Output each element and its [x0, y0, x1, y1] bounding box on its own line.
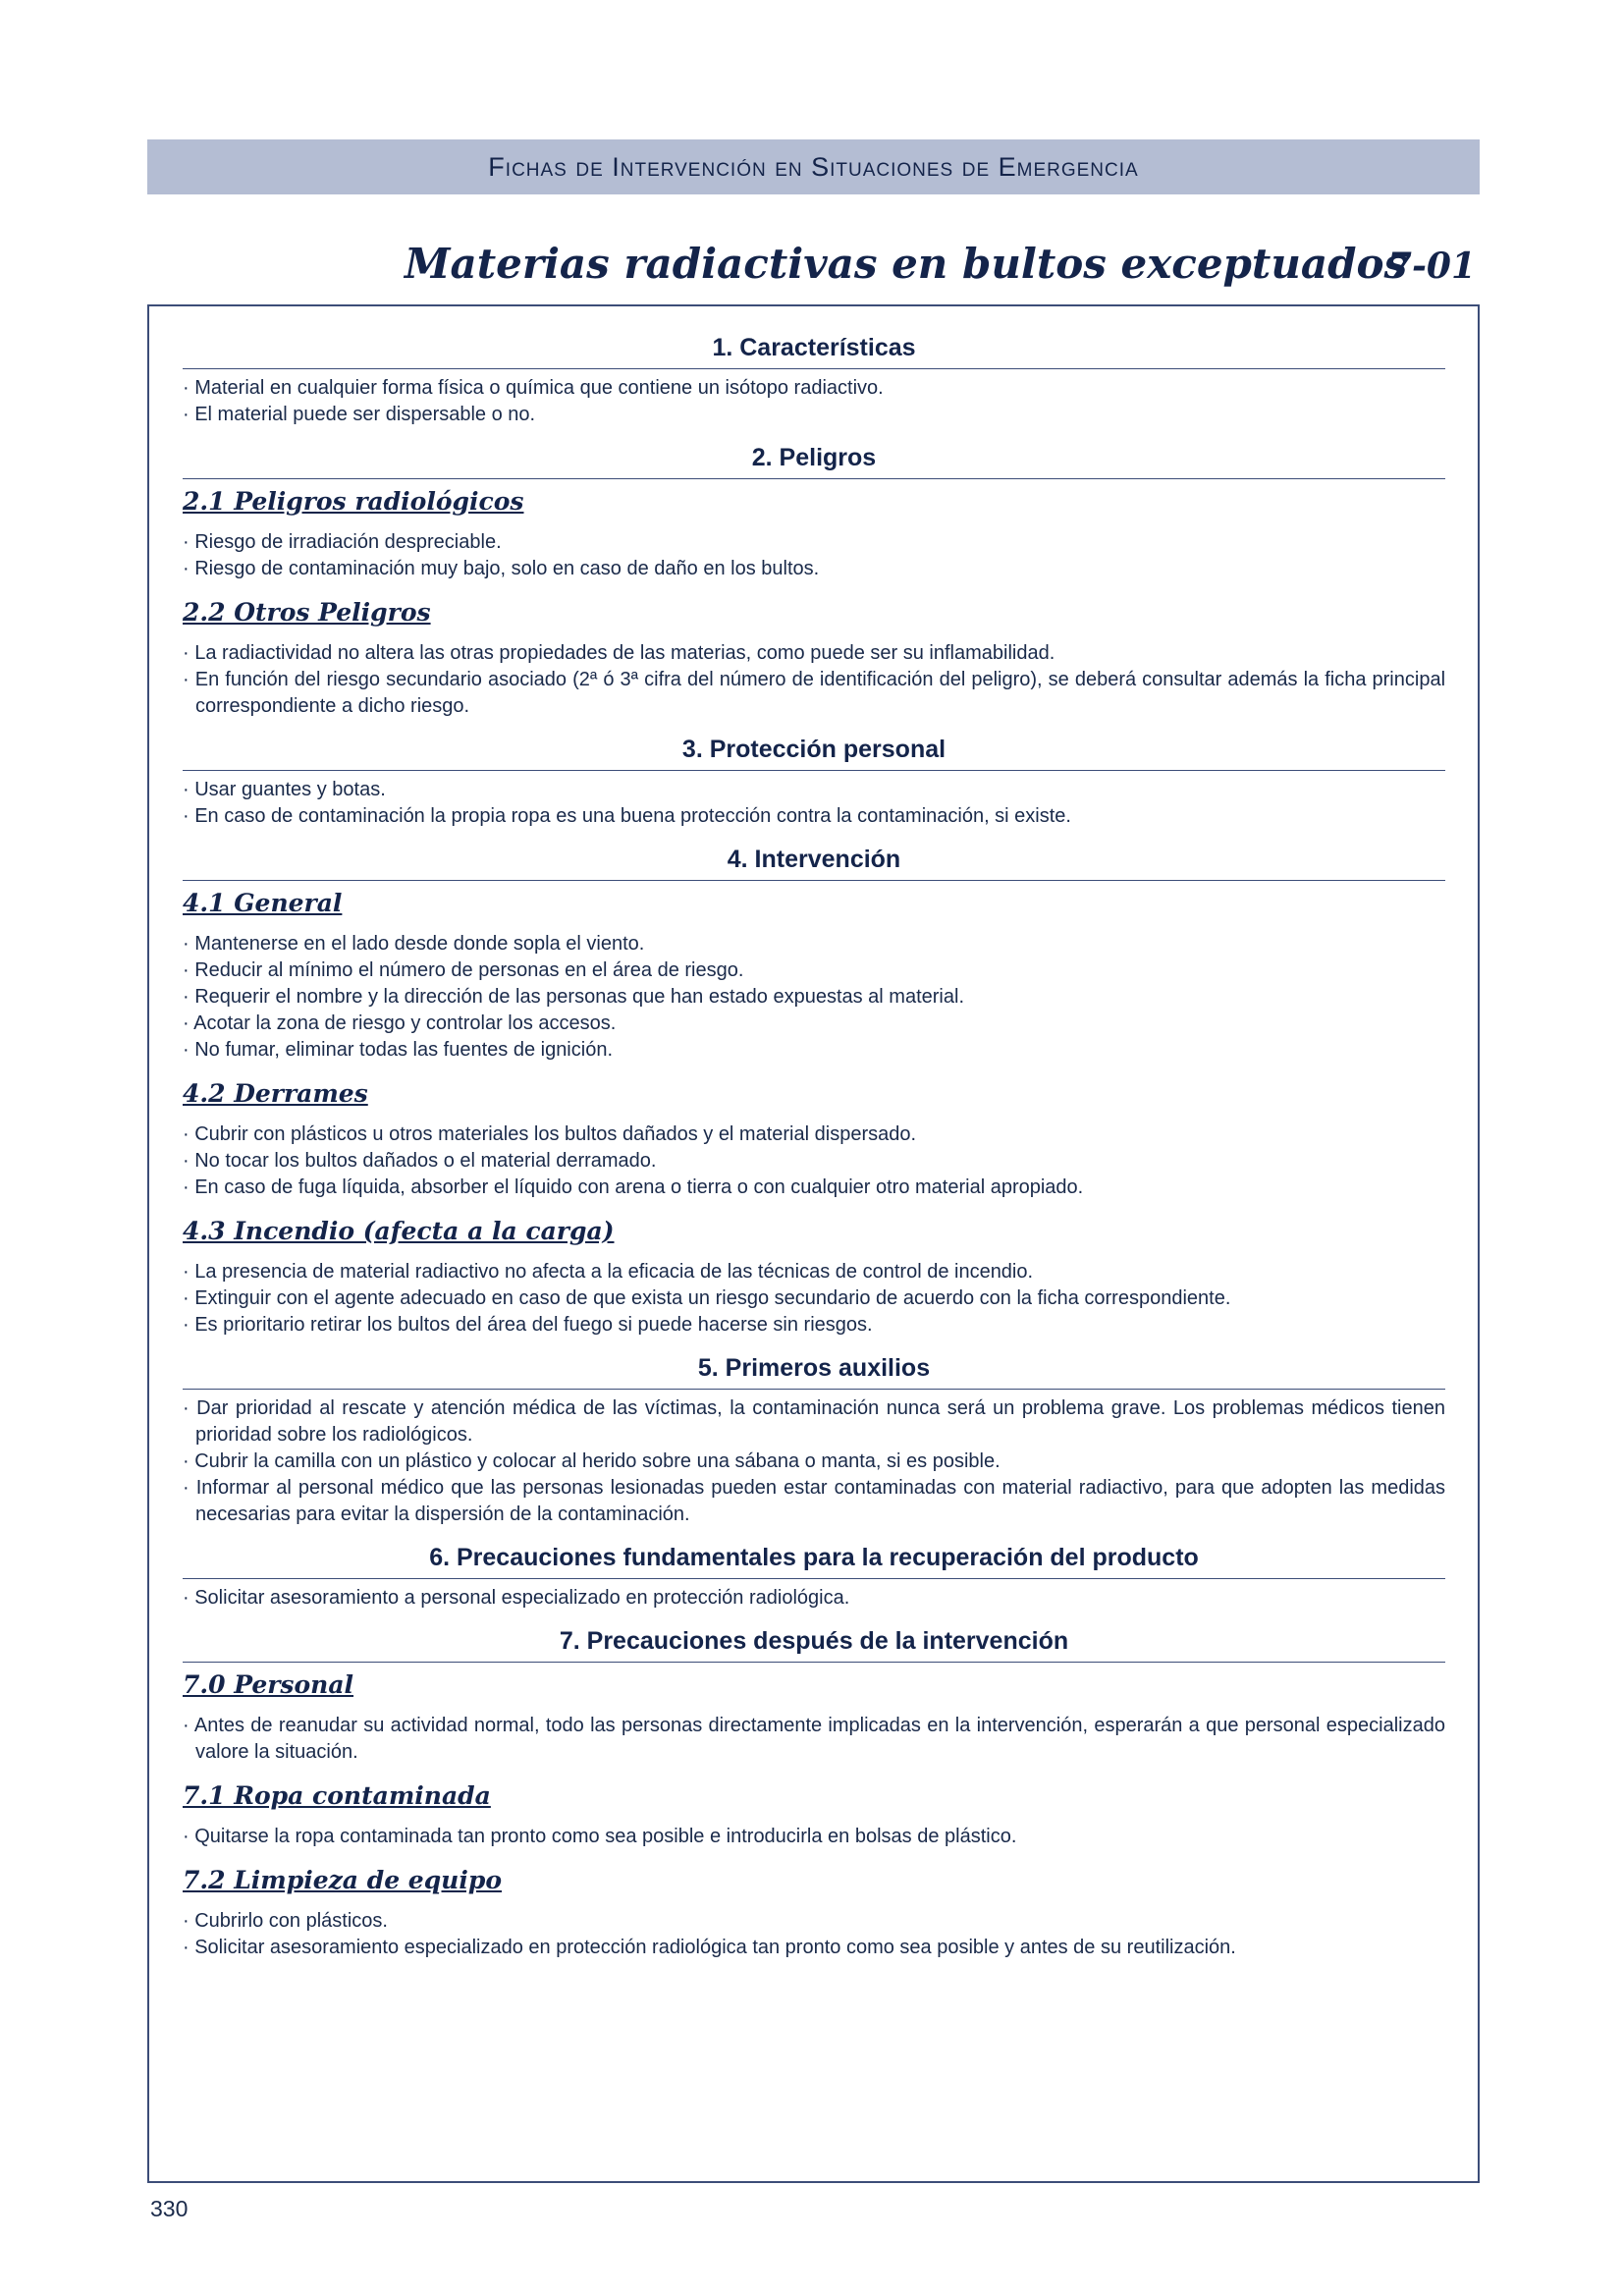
subsection-body-otros-peligros	[183, 640, 1445, 720]
section-title-precauciones-recuperacion: 6. Precauciones fundamentales para la recuperación del producto	[183, 1544, 1445, 1579]
list-item: · En caso de fuga líquida, absorber el líquido con arena o tierra o con cualquier otro material apropiado.	[183, 1175, 1445, 1201]
document-code: 7-01	[1386, 246, 1476, 287]
section-body-primeros-auxilios	[183, 1395, 1445, 1528]
list-item: · Acotar la zona de riesgo y controlar los accesos.	[183, 1011, 1445, 1037]
subsection-body-personal	[183, 1713, 1445, 1766]
subsection-title-personal: 7.0 Personal	[183, 1670, 354, 1699]
subsection-body-limpieza-equipo	[183, 1908, 1445, 1961]
content	[183, 334, 1445, 1977]
list-item: · Material en cualquier forma física o química que contiene un isótopo radiactivo.	[183, 375, 1445, 402]
subsection-title-limpieza-equipo: 7.2 Limpieza de equipo	[183, 1866, 503, 1894]
list-item: · El material puede ser dispersable o no.	[183, 402, 1445, 428]
subsection-title-otros-peligros: 2.2 Otros Peligros	[183, 598, 431, 627]
section-title-proteccion-personal: 3. Protección personal	[183, 736, 1445, 771]
subsection-title-derrames: 4.2 Derrames	[183, 1079, 368, 1108]
list-item: · Riesgo de contaminación muy bajo, solo en caso de daño en los bultos.	[183, 556, 1445, 582]
page-number: 330	[150, 2196, 189, 2221]
list-item: · Es prioritario retirar los bultos del área del fuego si puede hacerse sin riesgos.	[183, 1312, 1445, 1339]
list-item: · Mantenerse en el lado desde donde sopla el viento.	[183, 931, 1445, 957]
section-title-primeros-auxilios: 5. Primeros auxilios	[183, 1354, 1445, 1390]
subsection-body-general	[183, 931, 1445, 1064]
subsection-body-derrames	[183, 1121, 1445, 1201]
subsection-title-ropa-contaminada: 7.1 Ropa contaminada	[183, 1781, 491, 1810]
subsection-body-ropa-contaminada	[183, 1824, 1445, 1850]
list-item: · La presencia de material radiactivo no afecta a la eficacia de las técnicas de control de incendio.	[183, 1259, 1445, 1285]
list-item: · En función del riesgo secundario asociado (2ª ó 3ª cifra del número de identificación del peligro), se deberá consultar además la ficha principal correspondiente a dicho riesgo.	[183, 667, 1445, 720]
section-body-precauciones-recuperacion	[183, 1585, 1445, 1612]
list-item: · Requerir el nombre y la dirección de las personas que han estado expuestas al material.	[183, 984, 1445, 1011]
list-item: · Usar guantes y botas.	[183, 777, 1445, 803]
list-item: · Reducir al mínimo el número de personas en el área de riesgo.	[183, 957, 1445, 984]
list-item: · Cubrir con plásticos u otros materiales los bultos dañados y el material dispersado.	[183, 1121, 1445, 1148]
subsection-title-peligros-radiologicos: 2.1 Peligros radiológicos	[183, 487, 524, 516]
list-item: · Quitarse la ropa contaminada tan pronto como sea posible e introducirla en bolsas de plástico.	[183, 1824, 1445, 1850]
list-item: · Cubrir la camilla con un plástico y colocar al herido sobre una sábana o manta, si es posible.	[183, 1449, 1445, 1475]
list-item: · Solicitar asesoramiento especializado en protección radiológica tan pronto como sea posible y antes de su reutilización.	[183, 1935, 1445, 1961]
header-band	[147, 139, 1480, 194]
subsection-body-incendio	[183, 1259, 1445, 1339]
list-item: · Extinguir con el agente adecuado en caso de que exista un riesgo secundario de acuerdo con la ficha correspondiente.	[183, 1285, 1445, 1312]
section-body-proteccion-personal	[183, 777, 1445, 830]
section-title-intervencion: 4. Intervención	[183, 846, 1445, 881]
list-item: · Cubrirlo con plásticos.	[183, 1908, 1445, 1935]
list-item: · Dar prioridad al rescate y atención médica de las víctimas, la contaminación nunca será un problema grave. Los problemas médicos tienen prioridad sobre los radiológicos.	[183, 1395, 1445, 1449]
list-item: · La radiactividad no altera las otras propiedades de las materias, como puede ser su inflamabilidad.	[183, 640, 1445, 667]
document-title: Materias radiactivas en bultos exceptuados	[405, 240, 1408, 288]
subsection-title-general: 4.1 General	[183, 889, 343, 917]
list-item: · No tocar los bultos dañados o el material derramado.	[183, 1148, 1445, 1175]
list-item: · Informar al personal médico que las personas lesionadas pueden estar contaminadas con material radiactivo, para que adopten las medidas necesarias para evitar la dispersión de la contaminación.	[183, 1475, 1445, 1528]
section-title-precauciones-despues: 7. Precauciones después de la intervención	[183, 1627, 1445, 1663]
list-item: · Antes de reanudar su actividad normal, todo las personas directamente implicadas en la intervención, esperarán a que personal especializado valore la situación.	[183, 1713, 1445, 1766]
list-item: · Riesgo de irradiación despreciable.	[183, 529, 1445, 556]
subsection-title-incendio: 4.3 Incendio (afecta a la carga)	[183, 1217, 615, 1245]
list-item: · Solicitar asesoramiento a personal especializado en protección radiológica.	[183, 1585, 1445, 1612]
subsection-body-peligros-radiologicos	[183, 529, 1445, 582]
list-item: · No fumar, eliminar todas las fuentes de ignición.	[183, 1037, 1445, 1064]
section-title-peligros: 2. Peligros	[183, 444, 1445, 479]
list-item: · En caso de contaminación la propia ropa es una buena protección contra la contaminación, si existe.	[183, 803, 1445, 830]
section-title-caracteristicas: 1. Características	[183, 334, 1445, 369]
section-body-caracteristicas	[183, 375, 1445, 428]
header-band-text: Fichas de Intervención en Situaciones de Emergencia	[488, 151, 1139, 182]
